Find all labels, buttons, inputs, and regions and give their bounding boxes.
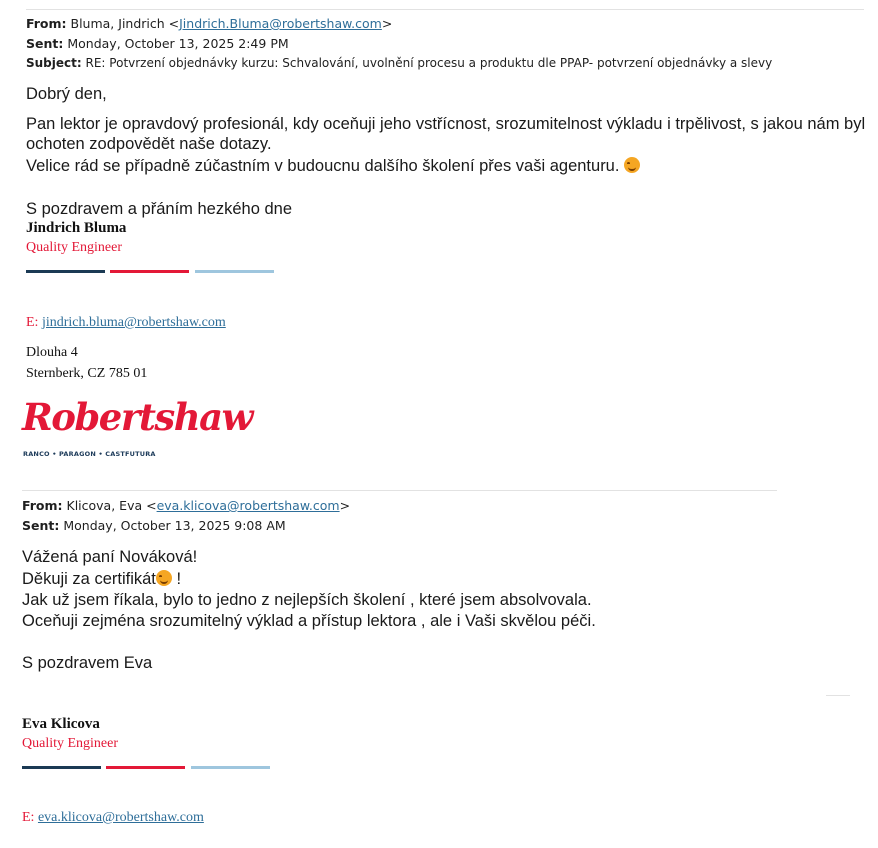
signature-name: Jindrich Bluma [26, 220, 127, 236]
from-label: From: [26, 16, 67, 31]
sent-value: Monday, October 13, 2025 2:49 PM [67, 36, 289, 51]
signature-email-row [26, 313, 226, 333]
email1-subject-row [26, 56, 772, 70]
email-label: E: [26, 315, 39, 330]
sent-label: Sent: [22, 518, 60, 533]
signature-email-link[interactable]: jindrich.bluma@robertshaw.com [41, 315, 226, 330]
from-close: > [339, 498, 351, 513]
email2-body-line2-text: Děkuji za certifikát [22, 570, 156, 588]
from-email-link[interactable]: eva.klicova@robertshaw.com [156, 498, 340, 513]
email1-body-line3-text: Velice rád se případně zúčastním v budoucnu dalšího školení přes vaši agenturu. [26, 157, 620, 175]
from-name: Klicova, Eva < [66, 498, 157, 513]
sent-value: Monday, October 13, 2025 9:08 AM [63, 518, 286, 533]
email-label: E: [22, 810, 35, 825]
signature-bar-light-blue [195, 270, 274, 273]
email1-from-row [26, 16, 392, 31]
email2-body-line2 [22, 569, 181, 589]
subject-label: Subject: [26, 56, 82, 70]
signature-email-row [22, 808, 204, 828]
signature-name: Eva Klicova [22, 716, 100, 732]
signature-bar-red [106, 766, 185, 769]
email2-body-line1: Vážená paní Nováková! [22, 548, 198, 566]
email2-body-line2-end: ! [171, 570, 182, 588]
subject-value: RE: Potvrzení objednávky kurzu: Schvalování, uvolnění procesu a produktu dle PPAP- potvrzení objednávky a slevy [85, 56, 773, 70]
email2-body-line4: Oceňuji zejména srozumitelný výklad a přístup lektora , ale i Vaši skvělou péči. [22, 612, 596, 630]
from-close: > [381, 16, 393, 31]
signature-bar-light-blue [191, 766, 270, 769]
from-label: From: [22, 498, 63, 513]
signature-bar-navy [26, 270, 105, 273]
robertshaw-logo [22, 395, 252, 461]
logo-subtext: RANCO • PARAGON • CASTFUTURA [23, 450, 156, 458]
email2-sent-row [22, 518, 286, 533]
email2-body-line3: Jak už jsem říkala, bylo to jedno z nejlepších školení , které jsem absolvovala. [22, 591, 592, 609]
email1-body-line3 [26, 156, 640, 176]
email1-sent-row [26, 36, 289, 51]
from-name: Bluma, Jindrich < [70, 16, 180, 31]
email1-body-line2: ochoten zodpovědět naše dotazy. [26, 135, 272, 153]
address-line2: Sternberk, CZ 785 01 [26, 366, 148, 381]
signature-role: Quality Engineer [22, 736, 119, 751]
email1-closing: S pozdravem a přáním hezkého dne [26, 200, 292, 218]
smiling-face-icon [624, 157, 640, 173]
from-email-link[interactable]: Jindrich.Bluma@robertshaw.com [179, 16, 382, 31]
sent-label: Sent: [26, 36, 64, 51]
signature-bar-navy [22, 766, 101, 769]
email2-from-row [22, 498, 350, 513]
signature-bar-red [110, 270, 189, 273]
logo-wordmark: Robertshaw [22, 395, 252, 439]
signature-email-link[interactable]: eva.klicova@robertshaw.com [37, 810, 204, 825]
header-divider-top [26, 9, 864, 10]
email1-greeting: Dobrý den, [26, 85, 107, 103]
smiling-face-icon [156, 570, 172, 586]
email2-closing: S pozdravem Eva [22, 654, 153, 672]
signature-role: Quality Engineer [26, 240, 123, 255]
header-divider-second [22, 490, 777, 491]
email1-body-line1: Pan lektor je opravdový profesionál, kdy oceňuji jeho vstřícnost, srozumitelnost výkladu i trpělivost, s jakou nám byl [26, 115, 866, 133]
address-line1: Dlouha 4 [26, 345, 78, 360]
small-divider [826, 695, 850, 696]
